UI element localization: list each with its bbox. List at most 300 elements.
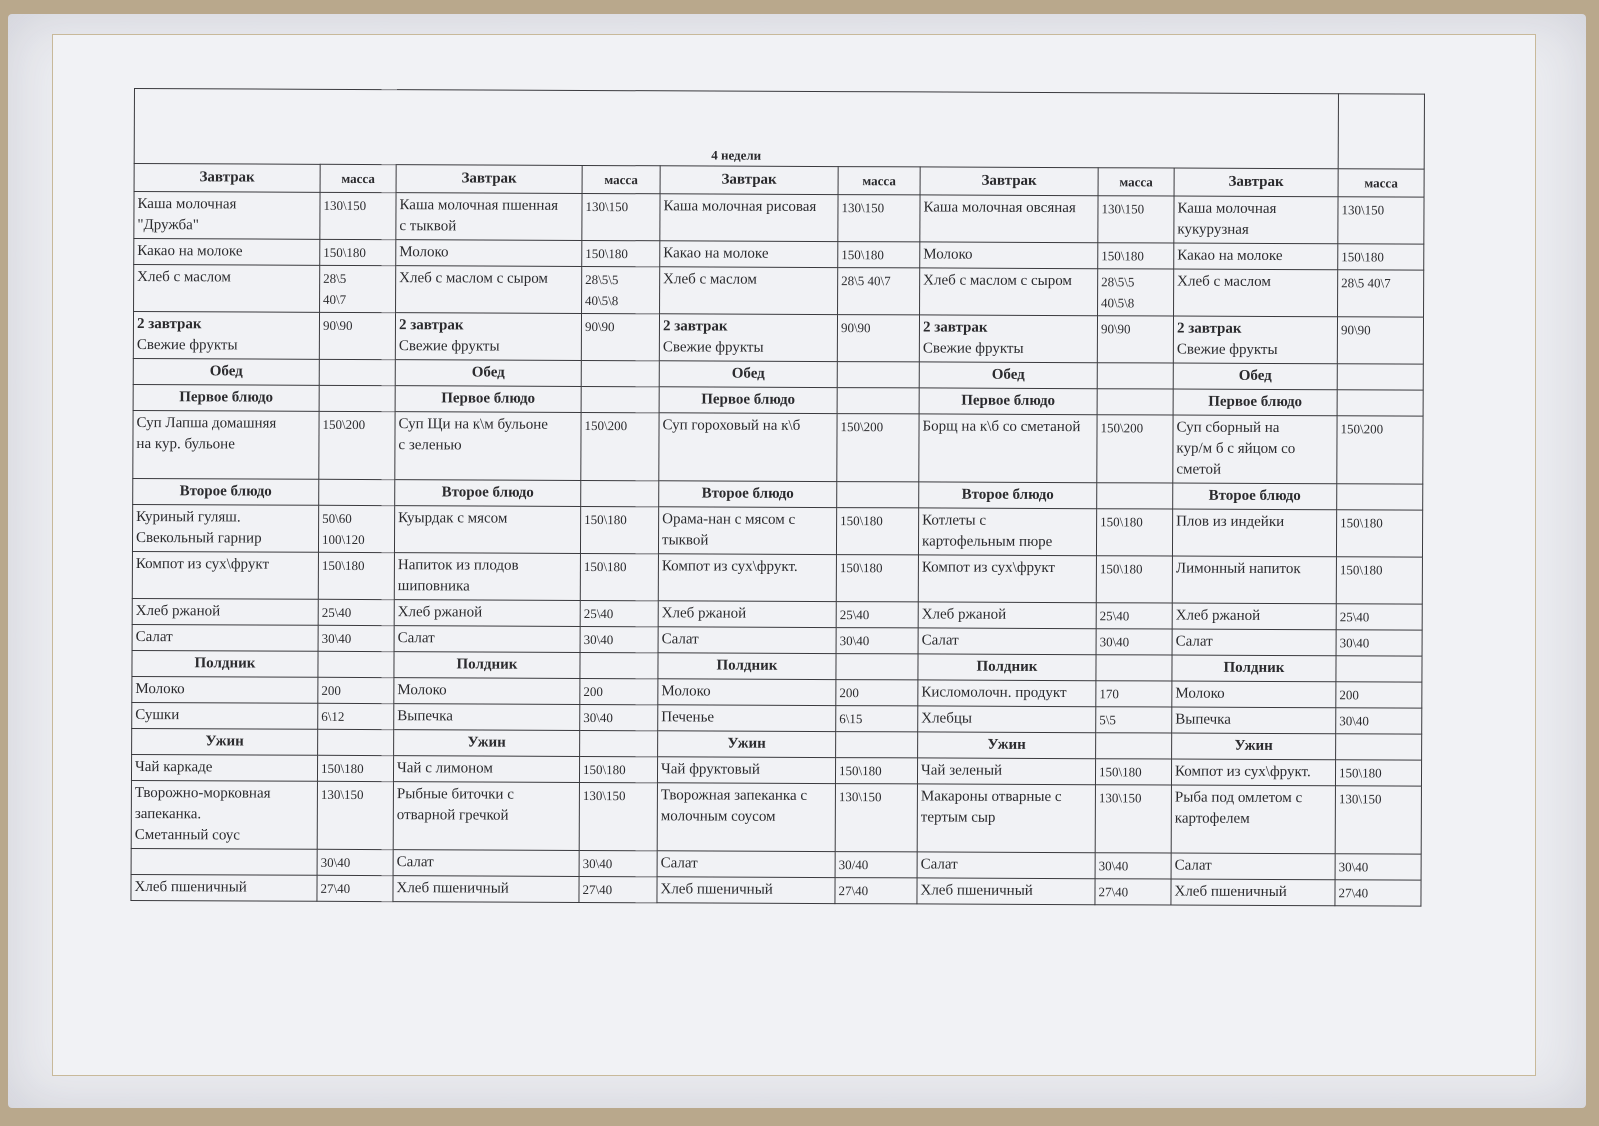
dish-text: Свежие фрукты	[398, 338, 500, 355]
mass-cell	[836, 508, 918, 555]
table-row	[134, 192, 1424, 245]
dish-text: Каша молочная	[137, 196, 237, 213]
dish-cell	[1172, 556, 1336, 604]
mass-cell	[319, 411, 395, 479]
dish-cell	[131, 874, 317, 901]
dish-text: Хлеб пшеничный	[660, 881, 773, 898]
mass-value: 150\180	[583, 558, 627, 575]
empty-mass-cell	[580, 652, 658, 678]
dish-cell	[1174, 243, 1338, 270]
mass-cell	[836, 628, 918, 654]
column-header-mass: масса	[838, 167, 920, 195]
mass-cell	[836, 555, 918, 602]
dish-cell	[131, 848, 317, 875]
column-header-meal: Завтрак	[1174, 168, 1338, 197]
mass-value: 27\40	[838, 883, 869, 899]
mass-value: 130\150	[323, 197, 367, 214]
dish-cell	[132, 624, 318, 651]
mass-cell	[317, 755, 393, 781]
dish-text: Салат	[921, 632, 959, 649]
mass-value: 28\5 40\7	[1341, 275, 1391, 291]
dish-text: шиповника	[397, 578, 470, 595]
empty-mass-cell	[1336, 734, 1422, 760]
mass-value: 150\180	[838, 763, 882, 779]
dish-text: Выпечка	[1175, 711, 1231, 728]
mass-cell	[1337, 317, 1423, 364]
dish-text: Суп сборный на	[1176, 419, 1280, 437]
mass-value: 27\40	[582, 881, 613, 898]
column-header-meal: Завтрак	[920, 167, 1098, 196]
dish-text: Компот из сух\фрукт.	[661, 558, 798, 575]
section-heading: Обед	[659, 361, 837, 388]
mass-cell	[320, 239, 396, 265]
dish-cell	[658, 507, 836, 555]
section-heading: Первое блюдо	[1173, 389, 1337, 416]
dish-cell	[658, 679, 836, 706]
dish-text: Компот из сух\фрукт	[921, 559, 1056, 577]
dish-cell	[918, 602, 1096, 629]
dish-cell	[660, 194, 838, 242]
mass-cell	[1336, 682, 1422, 708]
empty-mass-cell	[1097, 389, 1173, 415]
mass-value: 25\40	[321, 604, 352, 620]
dish-cell	[395, 412, 581, 481]
mass-value: 150\200	[322, 416, 366, 433]
title-corner-cell	[1338, 94, 1424, 169]
dish-cell	[1173, 415, 1337, 484]
dish-cell	[133, 312, 319, 360]
dish-cell	[657, 851, 835, 878]
mass-value: 150\180	[585, 245, 628, 262]
column-header-mass: масса	[1338, 169, 1424, 197]
dish-text: Куырдак с мясом	[398, 510, 508, 527]
table-row	[131, 780, 1421, 854]
dish-text: Макароны отварные с	[920, 788, 1062, 806]
column-header-meal: Завтрак	[134, 164, 320, 193]
dish-cell	[1172, 509, 1336, 557]
dish-text: Хлебцы	[921, 710, 973, 727]
mass-cell	[318, 677, 394, 703]
dish-text: Молоко	[661, 683, 711, 700]
empty-mass-cell	[836, 732, 918, 758]
dish-cell	[658, 554, 836, 602]
mass-value: 150\180	[323, 244, 366, 261]
dish-cell	[659, 314, 837, 362]
dish-text	[135, 851, 314, 852]
empty-mass-cell	[1337, 364, 1423, 390]
dish-cell	[393, 850, 579, 877]
mass-value: 28\5	[323, 270, 347, 286]
dish-cell	[659, 413, 837, 482]
dish-cell	[1171, 853, 1335, 880]
mass-cell	[1098, 243, 1174, 269]
dish-text: Хлеб с маслом	[663, 271, 757, 288]
empty-mass-cell	[580, 730, 658, 756]
mass-cell	[1095, 853, 1171, 879]
dish-text: Рыба под омлетом с	[1174, 789, 1303, 807]
mass-cell	[837, 315, 919, 362]
mass-value: 30\40	[583, 709, 613, 726]
mass-cell	[838, 242, 920, 268]
mass-cell	[1096, 556, 1172, 603]
dish-text: Хлеб ржаной	[921, 606, 1007, 623]
empty-mass-cell	[318, 729, 394, 755]
dish-cell	[918, 628, 1096, 655]
mass-cell	[318, 599, 394, 625]
mass-cell	[835, 852, 917, 878]
dish-text: 2 завтрак	[662, 318, 728, 335]
dish-text: Чай каркаде	[135, 759, 213, 776]
dish-text: Молоко	[399, 244, 449, 261]
empty-mass-cell	[837, 362, 919, 388]
mass-value: 28\5\5	[585, 271, 619, 288]
dish-text: Выпечка	[397, 708, 453, 725]
dish-cell	[395, 313, 581, 361]
dish-cell	[917, 878, 1095, 905]
dish-text: Хлеб ржаной	[661, 605, 747, 622]
mass-value: 27\40	[320, 880, 351, 896]
dish-cell	[396, 193, 582, 241]
mass-value: 6\15	[839, 711, 863, 727]
table-row	[134, 265, 1424, 318]
section-heading: Второе блюдо	[1173, 483, 1337, 510]
empty-mass-cell	[1096, 733, 1172, 759]
dish-cell	[131, 780, 317, 849]
dish-cell	[393, 782, 579, 851]
section-heading: Первое блюдо	[919, 388, 1097, 415]
mass-value: 130\150	[841, 200, 885, 216]
mass-cell	[1096, 603, 1172, 629]
dish-cell	[919, 315, 1097, 363]
mass-value: 30\40	[321, 630, 352, 646]
dish-text: с зеленью	[398, 437, 462, 454]
mass-value: 130\150	[1101, 201, 1145, 217]
mass-cell	[835, 878, 917, 904]
dish-cell	[394, 678, 580, 705]
mass-value: 5\5	[1099, 712, 1116, 728]
dish-cell	[131, 754, 317, 781]
empty-mass-cell	[581, 386, 659, 412]
dish-text: Куриный гуляш.	[136, 509, 241, 526]
dish-text: Хлеб пшеничный	[920, 882, 1033, 899]
section-heading: Второе блюдо	[133, 478, 319, 505]
mass-cell	[1098, 269, 1174, 316]
mass-value: 30\40	[320, 854, 351, 870]
dish-text: Хлеб с маслом с сыром	[923, 272, 1072, 290]
dish-text: Салат	[920, 856, 958, 873]
mass-value: 30\40	[582, 855, 613, 872]
mass-value: 150\180	[1101, 248, 1144, 264]
mass-cell	[1095, 785, 1171, 853]
mass-value: 150\180	[1100, 514, 1143, 530]
mass-value: 150\180	[1099, 561, 1143, 577]
dish-text: Свежие фрукты	[1176, 341, 1278, 358]
mass-value: 150\180	[841, 247, 884, 263]
mass-value: 150\180	[584, 511, 627, 528]
dish-cell	[657, 783, 835, 852]
mass-value: 90\90	[584, 318, 615, 335]
dish-text: Молоко	[923, 246, 973, 263]
mass-value: 40\5\8	[585, 292, 619, 309]
mass-cell	[580, 553, 658, 600]
section-heading: Второе блюдо	[659, 481, 837, 508]
mass-value: 30\40	[583, 631, 614, 648]
empty-mass-cell	[319, 359, 395, 385]
dish-text: Салат	[396, 854, 434, 871]
dish-cell	[1171, 759, 1335, 786]
dish-text: Чай фруктовый	[660, 761, 760, 778]
dish-cell	[132, 551, 318, 599]
mass-cell	[1096, 629, 1172, 655]
dish-cell	[393, 756, 579, 783]
dish-text: Хлеб с маслом	[137, 269, 231, 286]
dish-text: Компот из сух\фрукт	[135, 556, 270, 573]
section-heading: Полдник	[918, 654, 1096, 681]
empty-mass-cell	[836, 654, 918, 680]
mass-cell	[317, 781, 393, 849]
mass-value: 130\150	[1098, 790, 1142, 806]
dish-cell	[657, 757, 835, 784]
dish-text: Хлеб пшеничный	[1174, 883, 1287, 901]
section-heading: Полдник	[658, 653, 836, 680]
mass-value: 150\180	[1339, 562, 1383, 578]
mass-value: 150\200	[1100, 420, 1144, 436]
empty-mass-cell	[1337, 484, 1423, 510]
mass-cell	[318, 625, 394, 651]
empty-mass-cell	[1337, 390, 1423, 416]
dish-text: тертым сыр	[920, 809, 996, 826]
column-header-mass: масса	[320, 164, 396, 192]
column-header-mass: масса	[582, 165, 660, 193]
section-heading: Полдник	[132, 650, 318, 677]
mass-cell	[317, 849, 393, 875]
dish-cell	[394, 626, 580, 653]
empty-mass-cell	[581, 360, 659, 386]
mass-cell	[1336, 630, 1422, 656]
dish-text: сметой	[1176, 461, 1222, 478]
dish-text: отварной гречкой	[396, 807, 509, 824]
mass-value: 28\5\5	[1101, 274, 1135, 290]
mass-value: 150\200	[840, 419, 884, 435]
dish-text: Сушки	[135, 707, 180, 724]
mass-value: 90\90	[1340, 322, 1371, 338]
dish-text: Каша молочная рисовая	[663, 198, 817, 215]
dish-cell	[1171, 785, 1335, 854]
mass-cell	[1338, 270, 1424, 317]
dish-cell	[396, 240, 582, 267]
table-row	[133, 410, 1423, 484]
section-heading: Второе блюдо	[395, 480, 581, 507]
dish-cell	[394, 600, 580, 627]
dish-text: Салат	[397, 630, 435, 647]
dish-text: картофельным пюре	[921, 533, 1053, 551]
column-header-meal: Завтрак	[660, 166, 838, 195]
dish-cell	[134, 192, 320, 240]
mass-value: 30\40	[1338, 859, 1369, 875]
dish-text: Сметанный соус	[134, 827, 240, 844]
mass-value: 27\40	[1338, 885, 1369, 901]
dish-text: Борщ на к\б со сметаной	[922, 418, 1081, 436]
empty-mass-cell	[318, 651, 394, 677]
dish-text: Суп Лапша домашняя	[136, 415, 277, 432]
dish-text: Свекольный гарнир	[136, 530, 262, 547]
mass-value: 170	[1099, 686, 1119, 702]
table-row	[132, 551, 1422, 604]
dish-text: кур/м б с яйцом со	[1176, 440, 1296, 458]
dish-cell	[660, 267, 838, 315]
mass-value: 30\40	[1339, 713, 1369, 729]
section-heading: Ужин	[132, 728, 318, 755]
dish-cell	[658, 705, 836, 732]
dish-text: Салат	[661, 631, 699, 648]
dish-text: Хлеб с маслом с сыром	[399, 270, 548, 287]
mass-value: 150\180	[839, 560, 883, 576]
mass-cell	[579, 756, 657, 782]
dish-cell	[393, 876, 579, 903]
mass-value: 150\180	[1340, 515, 1383, 531]
dish-text: картофелем	[1174, 810, 1250, 827]
mass-cell	[580, 704, 658, 730]
dish-text: Чай с лимоном	[396, 760, 493, 777]
empty-mass-cell	[1097, 483, 1173, 509]
mass-value: 40\5\8	[1101, 295, 1135, 311]
mass-value: 150\180	[1098, 764, 1142, 780]
section-heading: Первое блюдо	[659, 387, 837, 414]
section-heading: Полдник	[1172, 655, 1336, 682]
dish-cell	[132, 598, 318, 625]
mass-value: 130\150	[585, 198, 629, 215]
mass-cell	[582, 266, 660, 313]
mass-cell	[1335, 760, 1421, 786]
dish-text: Хлеб пшеничный	[134, 879, 247, 896]
mass-value: 25\40	[583, 605, 614, 622]
mass-cell	[318, 505, 394, 552]
mass-cell	[1097, 415, 1173, 483]
section-heading: Ужин	[1172, 733, 1336, 760]
dish-text: кукурузная	[1177, 221, 1249, 238]
mass-value: 130\150	[838, 789, 882, 805]
mass-value: 150\200	[584, 417, 628, 434]
mass-value: 25\40	[839, 607, 870, 623]
dish-text: Хлеб с маслом	[1177, 273, 1271, 290]
dish-text: Чай зеленый	[920, 762, 1003, 779]
mass-cell	[836, 706, 918, 732]
dish-cell	[917, 758, 1095, 785]
mass-cell	[317, 875, 393, 901]
mass-cell	[579, 850, 657, 876]
table-row	[133, 312, 1423, 365]
dish-cell	[658, 601, 836, 628]
dish-text: молочным соусом	[660, 808, 776, 825]
dish-text: Молоко	[397, 682, 447, 699]
section-heading: Полдник	[394, 652, 580, 679]
dish-cell	[920, 242, 1098, 269]
mass-cell	[1096, 509, 1172, 556]
dish-text: Салат	[1174, 857, 1212, 874]
mass-cell	[1095, 759, 1171, 785]
mass-cell	[579, 876, 657, 902]
mass-cell	[319, 312, 395, 359]
section-heading: Обед	[395, 360, 581, 387]
dish-cell	[1172, 707, 1336, 734]
dish-text: Орама-нан с мясом с	[662, 511, 796, 528]
mass-cell	[318, 552, 394, 599]
dish-cell	[1171, 879, 1335, 906]
dish-text: Салат	[135, 629, 173, 646]
dish-cell	[657, 877, 835, 904]
dish-text: Хлеб пшеничный	[396, 880, 509, 897]
mass-cell	[836, 680, 918, 706]
dish-text: Каша молочная овсяная	[923, 199, 1076, 217]
mass-cell	[1335, 880, 1421, 906]
mass-cell	[1336, 604, 1422, 630]
dish-text: Молоко	[1175, 685, 1225, 702]
mass-value: 150\180	[840, 513, 883, 529]
dish-cell	[658, 627, 836, 654]
mass-cell	[318, 703, 394, 729]
mass-cell	[1097, 316, 1173, 363]
mass-cell	[1336, 708, 1422, 734]
dish-text: Свежие фрукты	[662, 339, 764, 356]
table-row	[131, 874, 1421, 906]
section-heading: Первое блюдо	[133, 384, 319, 411]
mass-value: 130\150	[1341, 202, 1385, 218]
mass-value: 25\40	[1339, 609, 1370, 625]
section-heading: Первое блюдо	[395, 386, 581, 413]
mass-cell	[1096, 681, 1172, 707]
menu-table-body	[131, 89, 1425, 907]
dish-cell	[918, 706, 1096, 733]
dish-cell	[918, 508, 1096, 556]
mass-value: 30\40	[839, 633, 870, 649]
mass-value: 90\90	[322, 317, 353, 333]
column-header-mass: масса	[1098, 168, 1174, 196]
dish-text: Плов из индейки	[1176, 513, 1285, 531]
empty-mass-cell	[581, 480, 659, 506]
mass-value: 150\180	[1341, 249, 1384, 265]
mass-value: 30\40	[1339, 635, 1370, 651]
section-heading: Ужин	[394, 730, 580, 757]
dish-text: Свежие фрукты	[136, 337, 238, 354]
mass-value: 25\40	[1099, 608, 1130, 624]
mass-value: 27\40	[1098, 884, 1129, 900]
dish-text: 2 завтрак	[136, 316, 202, 333]
dish-text: тыквой	[661, 532, 709, 549]
section-heading: Ужин	[918, 732, 1096, 759]
dish-cell	[1173, 316, 1337, 364]
mass-cell	[1337, 416, 1423, 484]
dish-cell	[1172, 603, 1336, 630]
dish-cell	[1172, 629, 1336, 656]
column-header-meal: Завтрак	[396, 165, 582, 194]
mass-value: 150\180	[321, 557, 365, 574]
dish-cell	[394, 553, 580, 601]
empty-mass-cell	[837, 388, 919, 414]
mass-cell	[1096, 707, 1172, 733]
mass-cell	[579, 782, 657, 850]
dish-cell	[134, 265, 320, 313]
dish-text: Свежие фрукты	[922, 340, 1024, 357]
dish-text: Котлеты с	[922, 512, 987, 529]
section-heading: Второе блюдо	[919, 482, 1097, 509]
dish-text: 2 завтрак	[1176, 320, 1242, 337]
dish-cell	[396, 266, 582, 314]
dish-cell	[132, 676, 318, 703]
dish-text: Салат	[660, 855, 698, 872]
week-title: 4 недели	[134, 89, 1338, 169]
dish-cell	[918, 555, 1096, 603]
mass-value: 90\90	[840, 320, 871, 336]
